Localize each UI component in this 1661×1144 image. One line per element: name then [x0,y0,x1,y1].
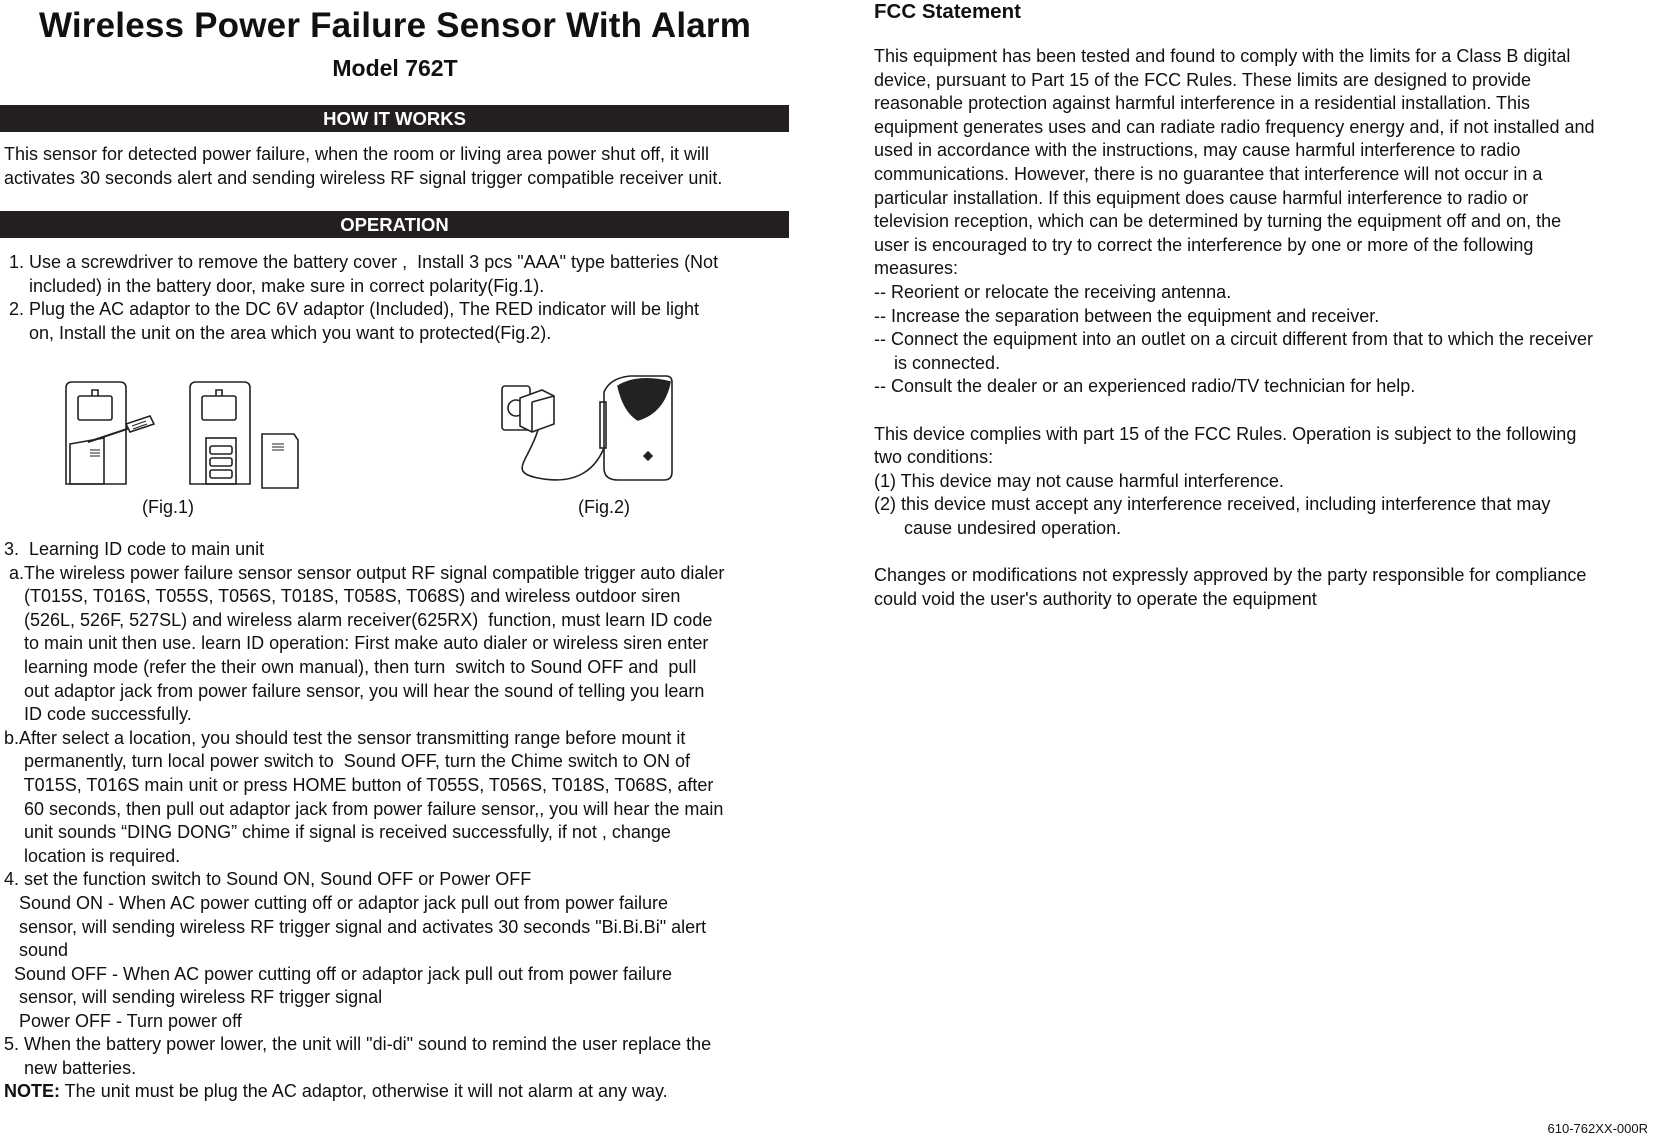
document-title: Wireless Power Failure Sensor With Alarm [38,6,752,45]
note [4,1080,668,1104]
document-number: 610-762XX-000R [1547,1121,1648,1136]
fig2-adaptor-illustration [498,372,678,496]
fcc-title: FCC Statement [874,0,1021,23]
how-it-works-text: This sensor for detected power failure, when the room or living area power shut off, it will activates 30 seconds alert and sending wireless RF signal trigger compatible receiver unit. [4,144,723,188]
fig2-caption: (Fig.2) [578,497,631,517]
unit-back-right [190,382,250,484]
note-label: NOTE: [4,1081,60,1101]
note-text: The unit must be plug the AC adaptor, otherwise it will not alarm at any way. [60,1081,668,1101]
model-number: Model 762T [332,55,458,81]
fig1-caption: (Fig.1) [142,497,195,517]
operation-steps-1-2: 1. Use a screwdriver to remove the battery cover , Install 3 pcs "AAA" type batteries (Not included) in the battery door, make sure in correct polarity(Fig.1). 2. Plug the AC adaptor to the DC 6V adaptor (Included), The RED indicator will be light on, Install the unit on the area which you want to protected(Fig.2). [9,252,719,343]
operation-header: OPERATION [0,211,789,238]
fig1-battery-illustration [58,380,308,492]
how-it-works-header: HOW IT WORKS [0,105,789,132]
fcc-statement-text: This equipment has been tested and found to comply with the limits for a Class B digital device, pursuant to Part 15 of the FCC Rules. These limits are designed to provide reasonable protection against harmful interference in a residential installation. This equipment generates uses and can radiate radio frequency energy and, if not installed and used in accordance with the instructions, may cause harmful interference to radio communications. However, there is no guarantee that interference will not occur in a particular installation. If this equipment does cause harmful interference to radio or television reception, which can be determined by turning the equipment off and on, the user is encouraged to try to correct the interference by one or more of the following measures: -- Reorient or relocate the receiving antenna. -- Increase the separation between the equipment and receiver. -- Connect the equipment into an outlet on a circuit different from that to which the receiver is connected. -- Consult the dealer or an experienced radio/TV technician for help. This device complies with part 15 of the FCC Rules. Operation is subject to the following two conditions: (1) This device may not cause harmful interference. (2) this device must accept any interference received, including interference that may cause undesired operation. Changes or modifications not expressly approved by the party responsible for compliance could void the user's authority to operate the equipment [874,46,1595,609]
operation-steps-3-5: 3. Learning ID code to main unit a.The wireless power failure sensor sensor output RF signal compatible trigger auto dialer (T015S, T016S, T055S, T056S, T018S, T058S, T068S) and wireless outdoor siren (526L, 526F, 527SL) and wireless alarm receiver(625RX) function, must learn ID code to main unit then use. learn ID operation: First make auto dialer or wireless siren enter learning mode (refer the their own manual), then turn switch to Sound OFF and pull out adaptor jack from power failure sensor, you will hear the sound of telling you learn ID code successfully. b.After select a location, you should test the sensor transmitting range before mount it permanently, turn local power switch to Sound OFF, turn the Chime switch to ON of T015S, T016S main unit or press HOME button of T055S, T056S, T018S, T068S, after 60 seconds, then pull out adaptor jack from power failure sensor,, you will hear the main unit sounds “DING DONG” chime if signal is received successfully, if not , change location is required. 4. set the function switch to Sound ON, Sound OFF or Power OFF Sound ON - When AC power cutting off or adaptor jack pull out from power failure sensor, will sending wireless RF trigger signal and activates 30 seconds "Bi.Bi.Bi" alert sound Sound OFF - When AC power cutting off or adaptor jack pull out from power failure sensor, will sending wireless RF trigger signal Power OFF - Turn power off 5. When the battery power lower, the unit will "di-di" sound to remind the user replace the new batteries. [4,539,725,1079]
